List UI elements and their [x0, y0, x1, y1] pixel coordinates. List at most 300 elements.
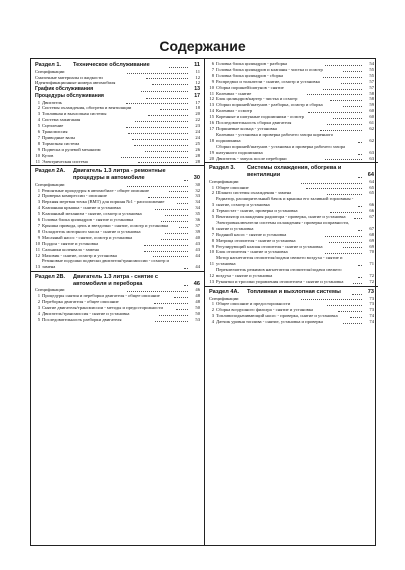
leader-dots [358, 265, 362, 266]
entry-title: Топливоподкачивающий насос - проверка, снятие и установка [216, 313, 338, 319]
page-number: 43 [195, 240, 200, 246]
page-number: 72 [369, 279, 375, 284]
page-number: 43 [195, 246, 201, 252]
page-number: 60 [369, 114, 374, 120]
leader-dots [350, 317, 362, 318]
leader-dots [174, 297, 188, 298]
leader-dots [325, 236, 362, 237]
page-number: 12 [195, 74, 200, 80]
leader-dots [330, 100, 362, 101]
entry-number: 9 [37, 146, 40, 152]
page-number: 74 [369, 319, 375, 325]
entry-title: Крышка привода, цепь и звездочки - снятие, осмотр и установка [42, 223, 169, 228]
entry-title: Сцепление [42, 123, 64, 129]
entry-title: Клапанный механизм - снятие, осмотр и установка [42, 211, 142, 217]
entry-title: Верхняя мертвая точка (ВМТ) для поршня №1 - расположение [42, 199, 165, 205]
entry-title: Двигатель [42, 99, 62, 105]
page-number: 67 [369, 225, 374, 231]
entry-title: Системы охлаждения, обогрева и вентиляции [42, 105, 132, 111]
toc-entry [209, 196, 374, 208]
leader-dots [169, 191, 188, 192]
entry-title: Водяной насос - снятие и установка [216, 231, 287, 237]
entry-title: Смазочные материалы и жидкости [35, 74, 103, 80]
leader-dots [176, 309, 188, 310]
toc-entry [209, 132, 374, 144]
page-number: 28 [195, 152, 200, 158]
page-number: 73 [369, 307, 375, 313]
entry-number: 8 [211, 72, 214, 78]
entry-number: 4 [37, 205, 40, 211]
toc-entry [209, 319, 374, 325]
entry-number: 11 [209, 90, 214, 96]
page-number: 33 [195, 193, 201, 199]
entry-number: 12 [209, 273, 214, 279]
entry-number: 11 [35, 246, 40, 252]
toc-entry [209, 255, 374, 267]
page-number: 25 [195, 140, 201, 146]
entry-title: Головка блока цилиндров и клапаны - чистка и осмотр [216, 66, 323, 72]
leader-dots [358, 230, 362, 231]
page-number: 53 [195, 316, 200, 322]
entry-number: 9 [37, 234, 40, 240]
page-number: 26 [195, 146, 200, 152]
leader-dots [352, 289, 362, 295]
leader-dots [184, 274, 188, 286]
contents-column-right [205, 59, 378, 545]
entry-title: Спецификации [35, 68, 65, 74]
section-heading [209, 164, 374, 178]
entry-title: Коленвал - осмотр [216, 108, 253, 114]
section-divider [205, 162, 378, 163]
page-number: 66 [369, 208, 375, 214]
leader-dots [160, 109, 188, 110]
entry-title: Сборки поршней/шатунов - разборка, осмотр и сборка [216, 102, 323, 108]
leader-dots [177, 203, 188, 204]
entry-number: 10 [209, 84, 214, 90]
page-number: 55 [369, 72, 375, 78]
leader-dots [327, 194, 362, 195]
entry-title: Головка блока цилиндров - сборка [216, 72, 284, 78]
entry-number: 3 [211, 313, 214, 319]
entry-number: 4 [37, 311, 40, 317]
page-number: 57 [369, 84, 375, 90]
leader-dots [153, 256, 188, 257]
page-number: 61 [369, 120, 375, 126]
page-number: 74 [369, 313, 375, 319]
entry-number: 6 [211, 61, 214, 66]
entry-number: 9 [211, 78, 214, 84]
toc-entry [35, 317, 200, 323]
leader-dots [343, 71, 362, 72]
leader-dots [320, 130, 362, 131]
entry-number: 13 [35, 264, 40, 270]
entry-title: Последовательность сборки двигателя [216, 120, 292, 126]
page-number: 48 [195, 299, 201, 305]
page-number: 24 [195, 134, 201, 140]
leader-dots [338, 311, 362, 312]
entry-number: 12 [209, 96, 214, 102]
toc-entry [209, 220, 374, 232]
section-title: Системы охлаждения, обогрева и вентиляции [247, 165, 342, 178]
entry-title: Переборка двигателя - общее описание [42, 299, 119, 305]
entry-number: 3 [37, 199, 40, 205]
entry-title: Коренные и шатунные подшипники - осмотр [216, 114, 304, 120]
section-label: Раздел 2В. [35, 274, 66, 281]
entry-number: 14 [209, 108, 214, 114]
entry-title: Поршневые кольца - установка [216, 125, 277, 131]
page-number: 71 [369, 261, 374, 267]
leader-dots [343, 247, 362, 248]
page-number: 54 [369, 61, 374, 66]
leader-dots [126, 103, 189, 104]
entry-number: 2 [211, 190, 214, 196]
entry-number: 9 [211, 243, 214, 249]
page-number: 50 [195, 305, 200, 311]
page-number: 30 [193, 175, 200, 182]
entry-number: 1 [211, 301, 214, 307]
leader-dots [327, 124, 362, 125]
page-number: 72 [369, 273, 374, 279]
page-number: 40 [195, 234, 200, 240]
entry-title: Головка блока цилиндров - разборка [216, 61, 288, 66]
leader-dots [127, 186, 188, 187]
page-number: 28 [195, 158, 201, 164]
entry-title: Датчик уровня топлива - снятие, установка и проверка [216, 319, 323, 325]
entry-title: Общее описание [216, 184, 249, 190]
entry-title: Проверка компрессии - описание [42, 193, 107, 199]
entry-number: 2 [37, 193, 40, 199]
entry-number: 8 [37, 228, 40, 234]
entry-title: Спецификации [35, 181, 65, 187]
leader-dots [323, 77, 362, 78]
entry-title: Масляный насос - снятие, осмотр и установка [42, 234, 133, 240]
section-heading [35, 273, 200, 287]
entry-number: 4 [211, 319, 214, 325]
entry-title: Электровыключатели системы охлаждения - проверка исправности, снятие и установка [216, 219, 350, 231]
entry-title: Тормозная система [42, 140, 80, 146]
page-number: 70 [369, 249, 374, 255]
section-divider [31, 165, 204, 166]
page-number: 62 [369, 137, 374, 143]
entry-number: 3 [37, 111, 40, 117]
entry-title: Клапанная крышка - снятие и установка [42, 205, 121, 211]
page-number: 69 [369, 243, 375, 249]
entry-number: 1 [37, 187, 40, 193]
leader-dots [358, 165, 362, 177]
page-number: 62 [369, 125, 374, 131]
entry-number: 8 [211, 237, 214, 243]
section-title: Двигатель 1.3 литра - снятие с автомобиля и переборка [73, 274, 158, 287]
page-number: 35 [195, 211, 200, 217]
page-number: 66 [369, 202, 374, 208]
page-number: 73 [369, 301, 374, 307]
entry-number: 3 [37, 305, 40, 311]
leader-dots [154, 303, 188, 304]
entry-title: Общее описание и предосторожности [216, 301, 291, 307]
entry-number: 15 [209, 114, 214, 120]
leader-dots [145, 151, 188, 152]
leader-dots [165, 215, 188, 216]
leader-dots [165, 233, 188, 234]
page-number: 73 [367, 288, 375, 295]
toc-entry [35, 93, 200, 100]
leader-dots [132, 139, 188, 140]
section-divider [31, 271, 204, 272]
page-number: 55 [369, 66, 374, 72]
entry-number: 4 [37, 117, 40, 123]
page-number: 13 [194, 86, 200, 93]
entry-title: Спецификации [209, 295, 239, 301]
entry-title: Сальники коленвала - замена [42, 246, 99, 252]
page-number: 57 [369, 78, 374, 84]
entry-title: Двигатель - запуск после переборки [216, 155, 287, 161]
entry-title: Последовательность разборки двигателя [42, 316, 122, 322]
leader-dots [325, 253, 362, 254]
entry-title: Подвеска и рулевой механизм [42, 146, 101, 152]
leader-dots [134, 145, 188, 146]
leader-dots [358, 206, 362, 207]
page-number: 24 [195, 129, 201, 135]
section-title: Техническое обслуживание [73, 62, 150, 68]
page-number: 34 [195, 205, 201, 211]
leader-dots [155, 209, 188, 210]
entry-number: 20 [209, 155, 214, 161]
entry-title: Спецификации [209, 178, 239, 184]
entry-title: Электрическая система [42, 158, 88, 164]
page-number: 59 [369, 102, 374, 108]
leader-dots [353, 283, 362, 284]
entry-number: 5 [211, 214, 214, 220]
page-number: 50 [195, 311, 201, 317]
leader-dots [184, 268, 188, 269]
leader-dots [358, 154, 362, 155]
entry-title: Система зажигания [42, 117, 81, 123]
entry-number: 6 [37, 129, 40, 135]
entry-number: 13 [209, 279, 214, 284]
entry-number: 17 [209, 125, 214, 131]
leader-dots [169, 62, 188, 68]
leader-dots [127, 73, 188, 74]
leader-dots [152, 84, 188, 85]
page-number: 23 [195, 123, 200, 129]
entry-title: Процедуры обслуживания [35, 92, 104, 99]
entry-title: Сборка поршней/шатунов - снятие [216, 84, 284, 90]
section-heading [35, 167, 200, 181]
entry-title: Регулирующий клапан отопителя - снятие и установка [216, 243, 323, 249]
section-label: Раздел 1. [35, 62, 62, 68]
leader-dots [308, 112, 362, 113]
page-number: 32 [195, 187, 201, 193]
page-number: 11 [194, 62, 200, 68]
leader-dots [127, 291, 188, 292]
page-number: 44 [195, 252, 201, 258]
leader-dots [325, 159, 362, 160]
leader-dots [179, 227, 188, 228]
page-number: 63 [369, 149, 374, 155]
leader-dots [144, 251, 188, 252]
entry-number: 19 [209, 149, 214, 155]
entry-number: 8 [37, 140, 40, 146]
page-number: 39 [195, 228, 200, 234]
section-divider [205, 286, 378, 287]
page-number: 65 [369, 190, 374, 196]
leader-dots [358, 277, 362, 278]
toc-entry [35, 86, 200, 93]
section-heading [35, 61, 200, 69]
leader-dots [138, 162, 188, 163]
page-number: 69 [369, 237, 374, 243]
page-number: 60 [369, 108, 374, 114]
entry-number: 2 [37, 299, 40, 305]
leader-dots [126, 127, 188, 128]
entry-title: Распредвал и толкатели - снятие, осмотр и установка [216, 78, 320, 84]
leader-dots [343, 323, 362, 324]
toc-entry [209, 144, 374, 156]
leader-dots [301, 183, 362, 184]
page-number: 46 [195, 287, 200, 293]
leader-dots [144, 245, 188, 246]
entry-title: Топливная и выхлопная системы [42, 111, 107, 117]
page-number: 18 [195, 105, 201, 111]
entry-title: Снятие двигателя/трансмиссии - методы и предосторожности [42, 305, 163, 311]
section-label: Раздел 4А. [209, 288, 240, 295]
leader-dots [148, 197, 188, 198]
page-number: 17 [194, 92, 201, 99]
page-number: 46 [193, 280, 200, 287]
leader-dots [159, 315, 188, 316]
entry-title: Сборка воздушного фильтра - снятие и установка [216, 307, 314, 313]
entry-number: 10 [35, 240, 40, 246]
leader-dots [323, 89, 362, 90]
entry-number: 1 [37, 293, 40, 299]
entry-number: 7 [211, 231, 214, 237]
page-number: 12 [195, 80, 201, 86]
entry-title: Приводные валы [42, 134, 76, 140]
leader-dots [146, 98, 188, 99]
leader-dots [307, 94, 362, 95]
entry-title: Кузов [42, 152, 54, 158]
toc-entry [35, 159, 200, 165]
entry-title: Головка блока цилиндров - снятие и установка [42, 217, 134, 223]
entry-number: 5 [37, 316, 40, 322]
page-title: Содержание [159, 38, 246, 54]
entry-number: 2 [211, 307, 214, 313]
entry-number: 11 [209, 261, 214, 267]
page-number: 30 [195, 181, 200, 187]
page-number: 37 [195, 223, 201, 228]
entry-title: Блок отопителя - снятие и установка [216, 249, 288, 255]
leader-dots [330, 212, 362, 213]
leader-dots [354, 218, 362, 219]
leader-dots [329, 242, 362, 243]
leader-dots [141, 91, 188, 92]
entry-title: Ремонтные процедуры в автомобиле - общее описание [42, 187, 150, 193]
entry-number: 18 [209, 137, 214, 143]
leader-dots [341, 83, 362, 84]
entry-number: 10 [209, 249, 214, 255]
leader-dots [121, 157, 188, 158]
page-number: 44 [195, 264, 200, 270]
leader-dots [161, 221, 188, 222]
entry-title: График обслуживания [35, 86, 94, 93]
page-number: 64 [367, 172, 374, 178]
entry-number: 6 [211, 225, 214, 231]
toc-entry [209, 267, 374, 279]
leader-dots [135, 121, 188, 122]
entry-number: 4 [211, 208, 214, 214]
leader-dots [146, 78, 188, 79]
entry-number: 2 [37, 105, 40, 111]
entry-number: 3 [211, 202, 214, 208]
page-number: 65 [369, 184, 375, 190]
leader-dots [184, 168, 188, 180]
toc-entry [209, 279, 374, 285]
entry-title: Радиатор, расширительный бачок и крышка его заливной горловины - снятие, осмотр и установка [216, 196, 354, 208]
leader-dots [333, 118, 362, 119]
page-number: 67 [369, 214, 374, 220]
section-label: Раздел 3. [209, 165, 236, 172]
page-number: 63 [369, 155, 375, 161]
entry-title: Термостат - снятие, проверка и установка [216, 208, 298, 214]
entry-title: Мотор нагнетателя отопителя/подачи свежего воздуха - снятие и установка [216, 255, 343, 267]
entry-number: 5 [37, 211, 40, 217]
page-number: 58 [369, 90, 375, 96]
page-number: 20 [195, 111, 200, 117]
page-number: 48 [195, 293, 200, 299]
leader-dots [358, 142, 362, 143]
entry-title: Переключатель режимов нагнетателя отопителя/подачи свежего воздуха - снятие и установка [216, 267, 342, 279]
page-number: 22 [195, 117, 201, 123]
entry-title: Охладитель моторного масла - снятие и установка [42, 228, 141, 234]
entry-number: 7 [37, 134, 40, 140]
entry-title: Сборки поршней/шатунов - установка и проверка рабочего зазора шатунного подшипника [216, 143, 346, 155]
entry-title: Спецификации [35, 287, 65, 293]
entry-title: Коленвал - снятие [216, 90, 252, 96]
leader-dots [343, 106, 362, 107]
leader-dots [325, 65, 362, 66]
toc-entry [209, 156, 374, 162]
entry-number: 1 [37, 99, 40, 105]
section-title: Двигатель 1.3 литра - ремонтные процедуры в автомобиле [73, 168, 166, 182]
entry-title: Рукоятки и тросики управления отопителем - снятие и установка [216, 279, 344, 284]
entry-title: Идентификационные номера автомобиля [35, 80, 116, 86]
entry-title: Поддон - снятие и установка [42, 240, 99, 246]
leader-dots [327, 305, 362, 306]
entry-title: Маховик - снятие, осмотр и установка [42, 252, 117, 258]
page-number: 17 [195, 99, 200, 105]
entry-number: 5 [37, 123, 40, 129]
page-number: 34 [195, 199, 200, 205]
page-number: 11 [195, 68, 200, 74]
entry-number: 7 [211, 66, 214, 72]
entry-title: Трансмиссия [42, 129, 68, 135]
leader-dots [155, 321, 188, 322]
section-label: Раздел 2А. [35, 168, 66, 175]
entry-number: 11 [35, 158, 40, 164]
entry-title: Блок цилиндров/картер - чистка и осмотр [216, 96, 298, 102]
entry-title: Шланги системы охлаждения - замена [216, 190, 292, 196]
entry-title: Резиновые подушки подвески двигателя/трансмиссии - осмотр и замена [42, 258, 169, 270]
entry-number: 13 [209, 102, 214, 108]
entry-title: Матрица отопителя - снятие и установка [216, 237, 296, 243]
page-number: 58 [369, 96, 375, 102]
entry-title: Вентилятор охлаждения радиатора - проверка, снятие и установка [216, 214, 346, 220]
contents-table [30, 58, 376, 546]
entry-title: Двигатель/трансмиссия - снятие и установка [42, 311, 130, 317]
section-heading [209, 288, 374, 296]
entry-number: 10 [35, 152, 40, 158]
page-number: 73 [369, 295, 374, 301]
